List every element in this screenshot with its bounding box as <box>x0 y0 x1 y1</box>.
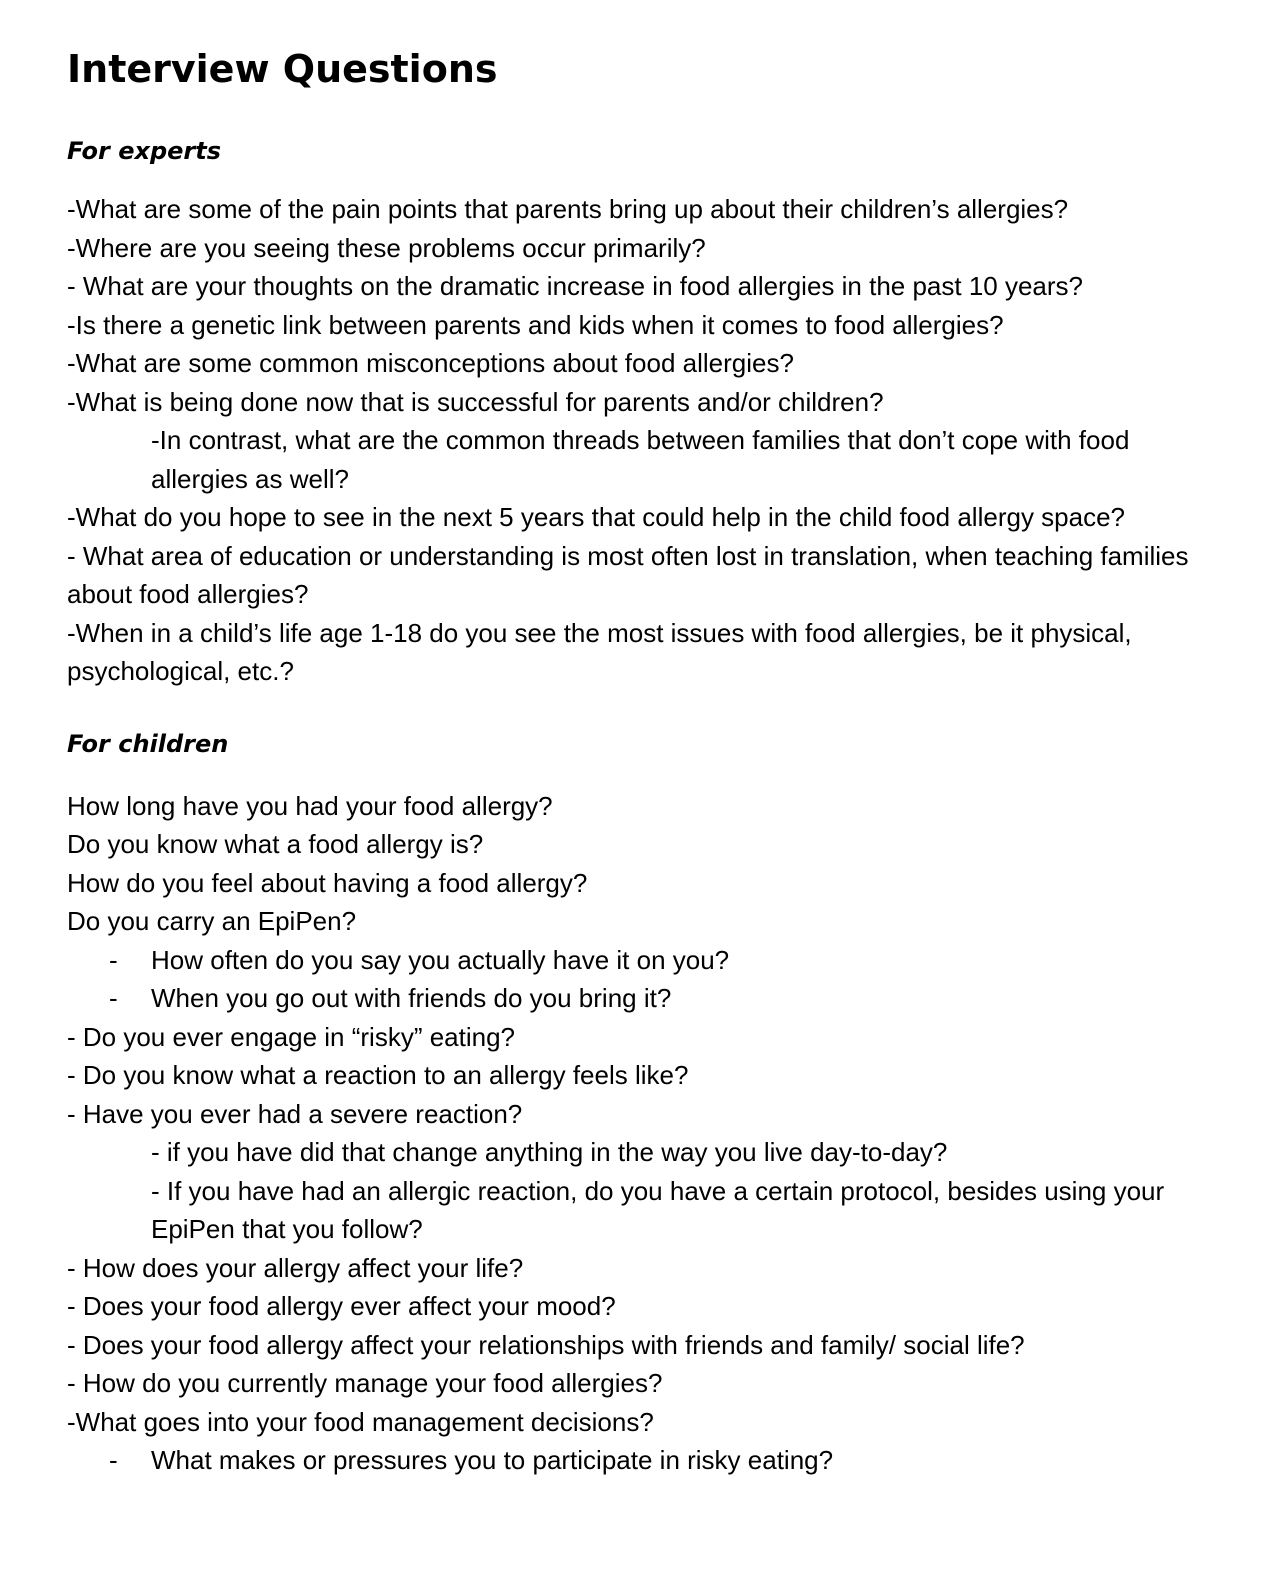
bullet-dash: - <box>109 1445 118 1475</box>
child-question: - Do you know what a reaction to an allergy feels like? <box>67 1060 689 1090</box>
child-question: Do you carry an EpiPen? <box>67 906 357 936</box>
child-subquestion-text: What makes or pressures you to participate in risky eating? <box>151 1445 834 1475</box>
child-subquestion-bullet <box>67 1441 1207 1480</box>
expert-question: - What are your thoughts on the dramatic increase in food allergies in the past 10 years? <box>67 271 1084 301</box>
children-question-list <box>67 787 1207 1480</box>
bullet-dash: - <box>109 944 118 975</box>
experts-question-list <box>67 190 1207 691</box>
expert-subquestion: -In contrast, what are the common threads between families that don’t cope with food allergies as well? <box>151 425 1130 494</box>
child-subquestion-text: When you go out with friends do you bring it? <box>151 983 672 1013</box>
child-question: -What goes into your food management decisions? <box>67 1406 654 1437</box>
document-page <box>67 42 1207 1480</box>
section-heading-experts: For experts <box>67 137 222 165</box>
expert-question: - What area of education or understanding is most often lost in translation, when teaching families about food allergies? <box>67 540 1189 609</box>
child-question: - Have you ever had a severe reaction? <box>67 1098 523 1129</box>
child-question: How do you feel about having a food allergy? <box>67 867 588 898</box>
child-subquestion: - if you have did that change anything in the way you live day-to-day? <box>151 1137 948 1167</box>
expert-question: -Is there a genetic link between parents and kids when it comes to food allergies? <box>67 309 1004 340</box>
child-question: - Does your food allergy affect your relationships with friends and family/ social life? <box>67 1329 1025 1360</box>
child-subquestion: - If you have had an allergic reaction, do you have a certain protocol, besides using your EpiPen that you follow? <box>151 1175 1165 1244</box>
expert-question: -What is being done now that is successful for parents and/or children? <box>67 386 884 417</box>
expert-question: -When in a child’s life age 1-18 do you see the most issues with food allergies, be it physical, psychological, etc.? <box>67 617 1132 686</box>
bullet-dash: - <box>109 983 118 1013</box>
section-heading-children: For children <box>67 729 229 758</box>
child-question: - Does your food allergy ever affect your mood? <box>67 1291 616 1321</box>
child-subquestion-bullet <box>67 979 1207 1018</box>
child-question: - How do you currently manage your food allergies? <box>67 1368 663 1398</box>
expert-question: -What are some of the pain points that parents bring up about their children’s allergies? <box>67 194 1069 224</box>
child-question: - How does your allergy affect your life? <box>67 1252 524 1283</box>
child-subquestion-text: How often do you say you actually have it on you? <box>151 944 730 975</box>
child-question: How long have you had your food allergy? <box>67 790 553 821</box>
child-subquestion-bullet <box>67 941 1207 980</box>
expert-question: -What are some common misconceptions about food allergies? <box>67 348 794 378</box>
expert-question: -What do you hope to see in the next 5 years that could help in the child food allergy space? <box>67 502 1126 532</box>
page-title: Interview Questions <box>67 47 498 91</box>
child-question: Do you know what a food allergy is? <box>67 829 484 859</box>
child-question: - Do you ever engage in “risky” eating? <box>67 1021 516 1052</box>
expert-question: -Where are you seeing these problems occur primarily? <box>67 232 706 263</box>
